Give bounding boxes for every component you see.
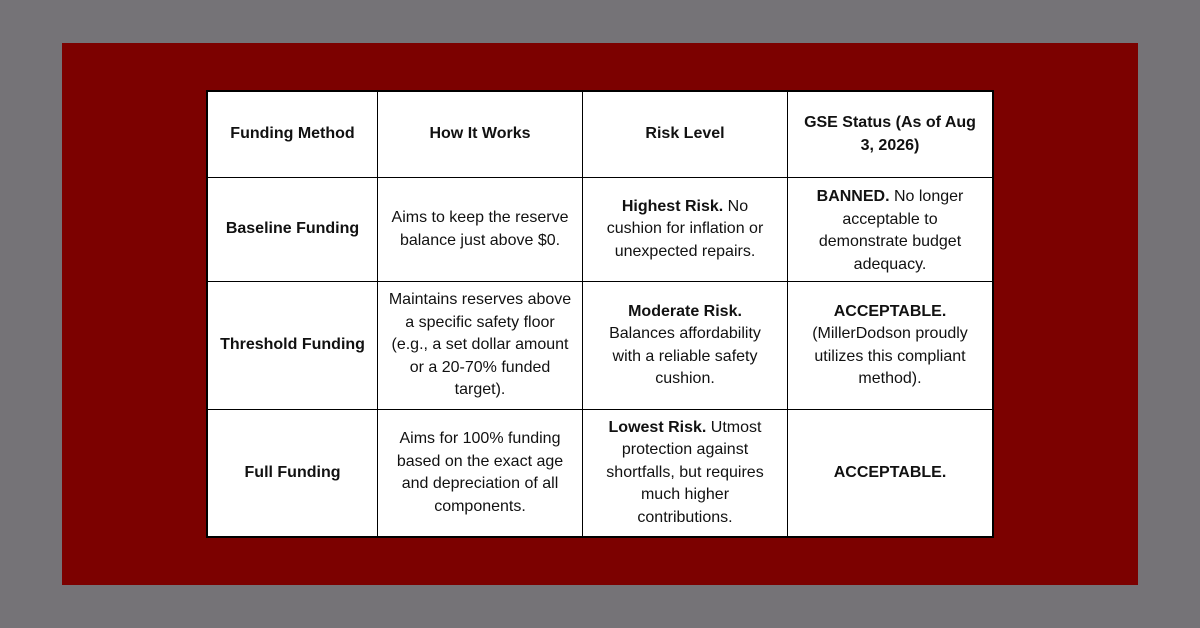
full-risk-content — [593, 417, 777, 530]
header-funding-method-text: Funding Method — [230, 125, 355, 143]
threshold-risk-description: Balances affordability with a reliable safety cushion. — [609, 325, 761, 387]
row-threshold-gse — [788, 282, 992, 410]
full-how-text: Aims for 100% funding based on the exact age and depreciation of all components. — [396, 430, 564, 515]
threshold-risk-content — [593, 301, 777, 391]
header-risk-level-text: Risk Level — [645, 125, 725, 143]
full-risk-level: Lowest Risk. — [608, 418, 707, 436]
baseline-risk-content — [593, 196, 777, 264]
row-threshold-risk — [583, 282, 788, 410]
row-full-method — [208, 410, 378, 536]
header-how-it-works — [378, 92, 583, 178]
header-risk-level — [583, 92, 788, 178]
baseline-gse-description: No longer acceptable to demonstrate budget adequacy. — [818, 188, 964, 273]
row-baseline-risk — [583, 178, 788, 282]
full-method-text: Full Funding — [244, 463, 341, 481]
threshold-gse-status: ACCEPTABLE. — [833, 302, 947, 320]
row-full-gse — [788, 410, 992, 536]
header-funding-method — [208, 92, 378, 178]
full-gse-content — [834, 462, 947, 485]
threshold-risk-level: Moderate Risk. — [628, 302, 742, 320]
row-threshold-how — [378, 282, 583, 410]
funding-methods-table — [206, 90, 994, 538]
baseline-gse-content — [798, 186, 982, 276]
baseline-risk-description: No cushion for inflation or unexpected repairs. — [606, 197, 764, 260]
row-baseline-method — [208, 178, 378, 282]
row-threshold-method — [208, 282, 378, 410]
full-risk-description: Utmost protection against shortfalls, but requires much higher contributions. — [606, 418, 764, 526]
row-full-how — [378, 410, 583, 536]
header-gse-status — [788, 92, 992, 178]
baseline-gse-status: BANNED. — [816, 188, 890, 205]
threshold-gse-description: (MillerDodson proudly utilizes this compliant method). — [812, 325, 968, 387]
red-frame — [62, 43, 1138, 585]
row-baseline-how — [378, 178, 583, 282]
row-full-risk — [583, 410, 788, 536]
baseline-method-text: Baseline Funding — [225, 220, 360, 238]
full-gse-status: ACCEPTABLE. — [833, 463, 947, 481]
threshold-how-text: Maintains reserves above a specific safety floor (e.g., a set dollar amount or a 20-70% funded target). — [388, 291, 572, 399]
row-baseline-gse — [788, 178, 992, 282]
header-gse-status-text: GSE Status (As of Aug 3, 2026) — [804, 114, 976, 154]
threshold-method-text: Threshold Funding — [220, 336, 365, 354]
baseline-how-text: Aims to keep the reserve balance just above $0. — [391, 209, 569, 249]
baseline-risk-level: Highest Risk. — [621, 197, 724, 215]
header-how-it-works-text: How It Works — [429, 125, 531, 143]
threshold-gse-content — [798, 301, 982, 391]
